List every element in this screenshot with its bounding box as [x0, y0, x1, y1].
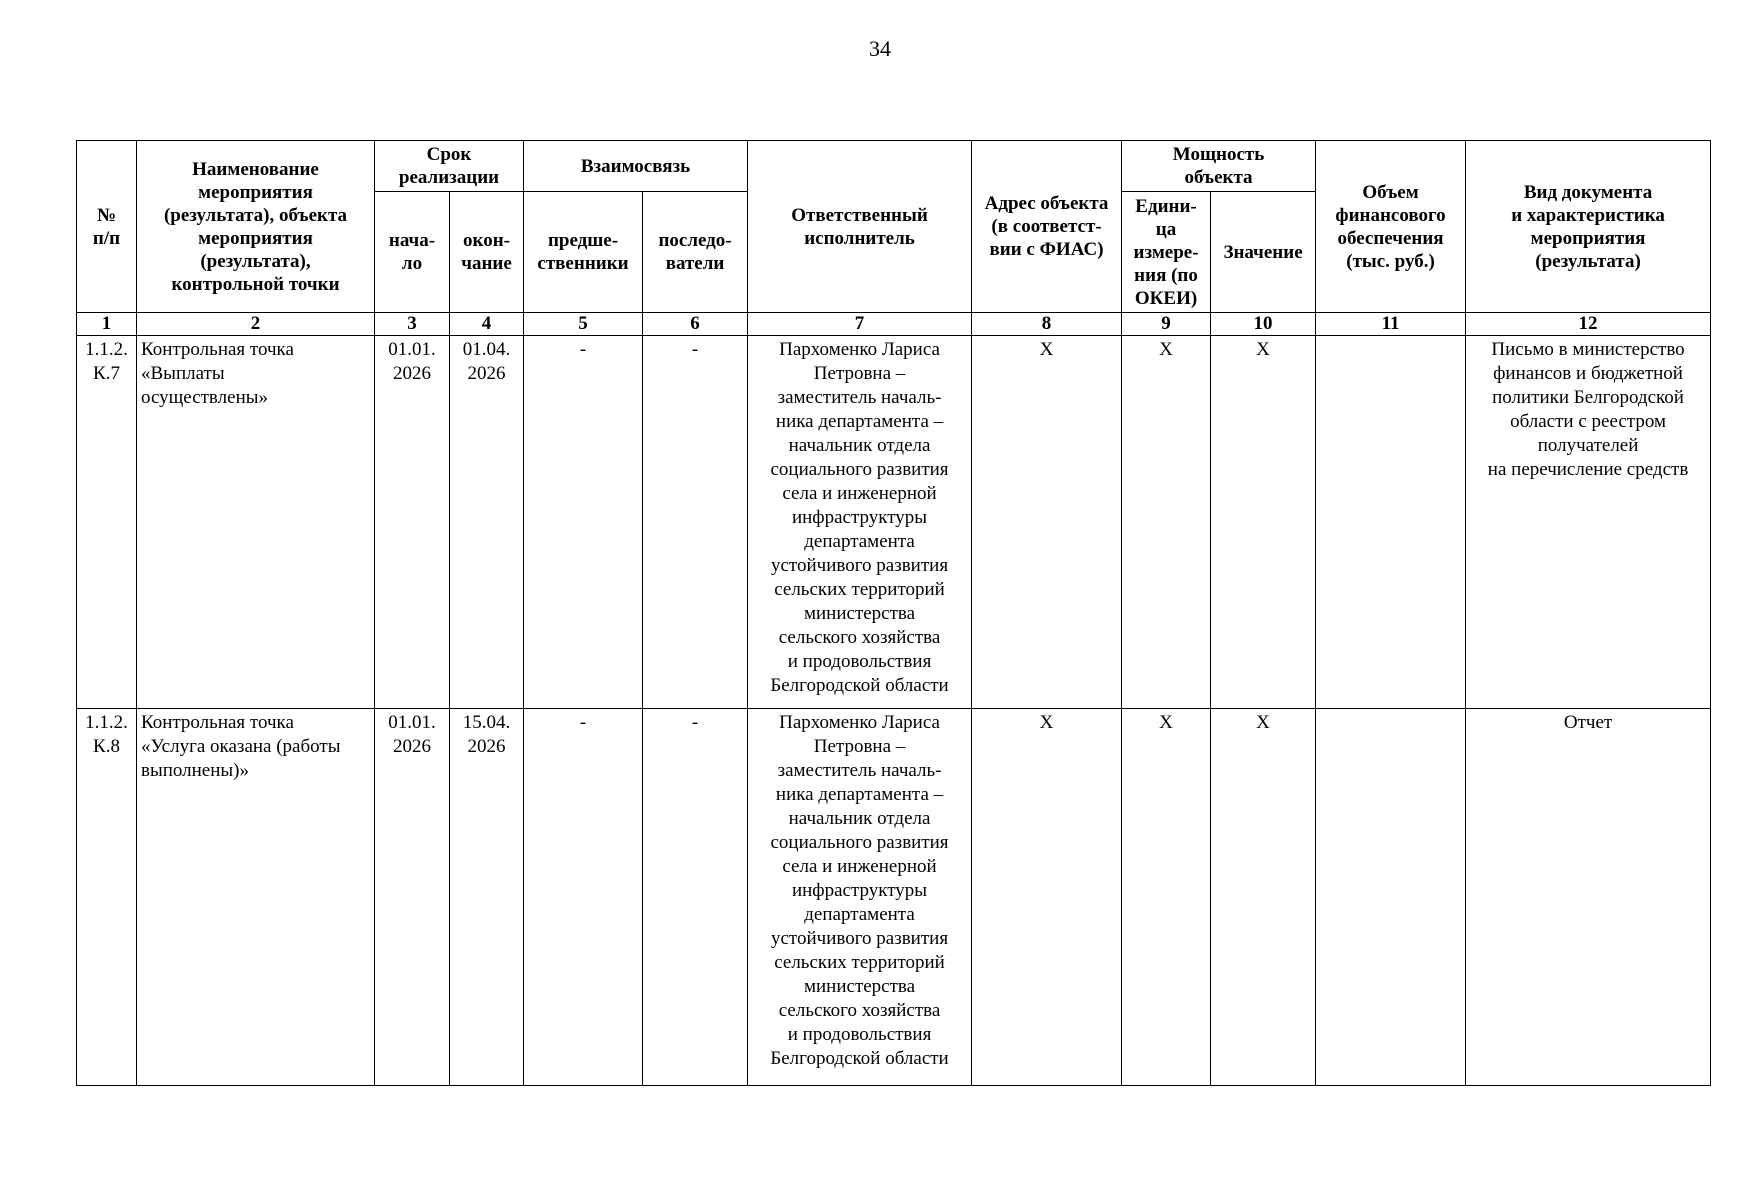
- row-next: -: [643, 336, 748, 709]
- row-value: Х: [1211, 709, 1316, 1086]
- row-document: Отчет: [1466, 709, 1711, 1086]
- header-capacity: Мощность объекта: [1122, 141, 1316, 192]
- header-address: Адрес объекта (в соответст- вии с ФИАС): [972, 141, 1122, 313]
- column-number: 10: [1211, 313, 1316, 336]
- row-start: 01.01. 2026: [375, 709, 450, 1086]
- column-number: 11: [1316, 313, 1466, 336]
- column-number: 3: [375, 313, 450, 336]
- header-num: № п/п: [77, 141, 137, 313]
- row-address: Х: [972, 336, 1122, 709]
- row-end: 01.04. 2026: [450, 336, 524, 709]
- column-number: 6: [643, 313, 748, 336]
- row-num: 1.1.2. К.7: [77, 336, 137, 709]
- header-term-start: нача- ло: [375, 192, 450, 313]
- row-start: 01.01. 2026: [375, 336, 450, 709]
- row-next: -: [643, 709, 748, 1086]
- column-number: 4: [450, 313, 524, 336]
- row-num: 1.1.2. К.8: [77, 709, 137, 1086]
- header-document: Вид документа и характеристика мероприятия (результата): [1466, 141, 1711, 313]
- header-capacity-value: Значение: [1211, 192, 1316, 313]
- row-unit: Х: [1122, 709, 1211, 1086]
- row-responsible: Пархоменко Лариса Петровна – заместитель началь- ника департамента – начальник отдела социального развития села и инженерной инфраструктуры департамента устойчивого развития сельских территорий министерства сельского хозяйства и продовольствия Белгородской области: [748, 709, 972, 1086]
- row-unit: Х: [1122, 336, 1211, 709]
- header-capacity-unit: Едини- ца измере- ния (по ОКЕИ): [1122, 192, 1211, 313]
- row-value: Х: [1211, 336, 1316, 709]
- page-number: 34: [869, 36, 891, 61]
- row-finance: [1316, 709, 1466, 1086]
- header-row-1: [77, 141, 1711, 192]
- row-name: Контрольная точка «Выплаты осуществлены»: [137, 336, 375, 709]
- row-responsible: Пархоменко Лариса Петровна – заместитель началь- ника департамента – начальник отдела социального развития села и инженерной инфраструктуры департамента устойчивого развития сельских территорий министерства сельского хозяйства и продовольствия Белгородской области: [748, 336, 972, 709]
- table-row: [77, 709, 1711, 1086]
- row-prev: -: [524, 336, 643, 709]
- column-number: 2: [137, 313, 375, 336]
- header-finance: Объем финансового обеспечения (тыс. руб.): [1316, 141, 1466, 313]
- column-number: 8: [972, 313, 1122, 336]
- row-end: 15.04. 2026: [450, 709, 524, 1086]
- row-finance: [1316, 336, 1466, 709]
- column-number: 1: [77, 313, 137, 336]
- header-link-next: последо- ватели: [643, 192, 748, 313]
- column-number: 5: [524, 313, 643, 336]
- row-prev: -: [524, 709, 643, 1086]
- column-number-row: [77, 313, 1711, 336]
- activities-table: [76, 140, 1711, 1086]
- row-name: Контрольная точка «Услуга оказана (работы выполнены)»: [137, 709, 375, 1086]
- header-name: Наименование мероприятия (результата), объекта мероприятия (результата), контрольной точки: [137, 141, 375, 313]
- header-responsible: Ответственный исполнитель: [748, 141, 972, 313]
- header-term: Срок реализации: [375, 141, 524, 192]
- column-number: 12: [1466, 313, 1711, 336]
- row-document: Письмо в министерство финансов и бюджетной политики Белгородской области с реестром получателей на перечисление средств: [1466, 336, 1711, 709]
- header-link: Взаимосвязь: [524, 141, 748, 192]
- column-number: 7: [748, 313, 972, 336]
- header-link-prev: предше- ственники: [524, 192, 643, 313]
- row-address: Х: [972, 709, 1122, 1086]
- table-row: [77, 336, 1711, 709]
- column-number: 9: [1122, 313, 1211, 336]
- header-term-end: окон- чание: [450, 192, 524, 313]
